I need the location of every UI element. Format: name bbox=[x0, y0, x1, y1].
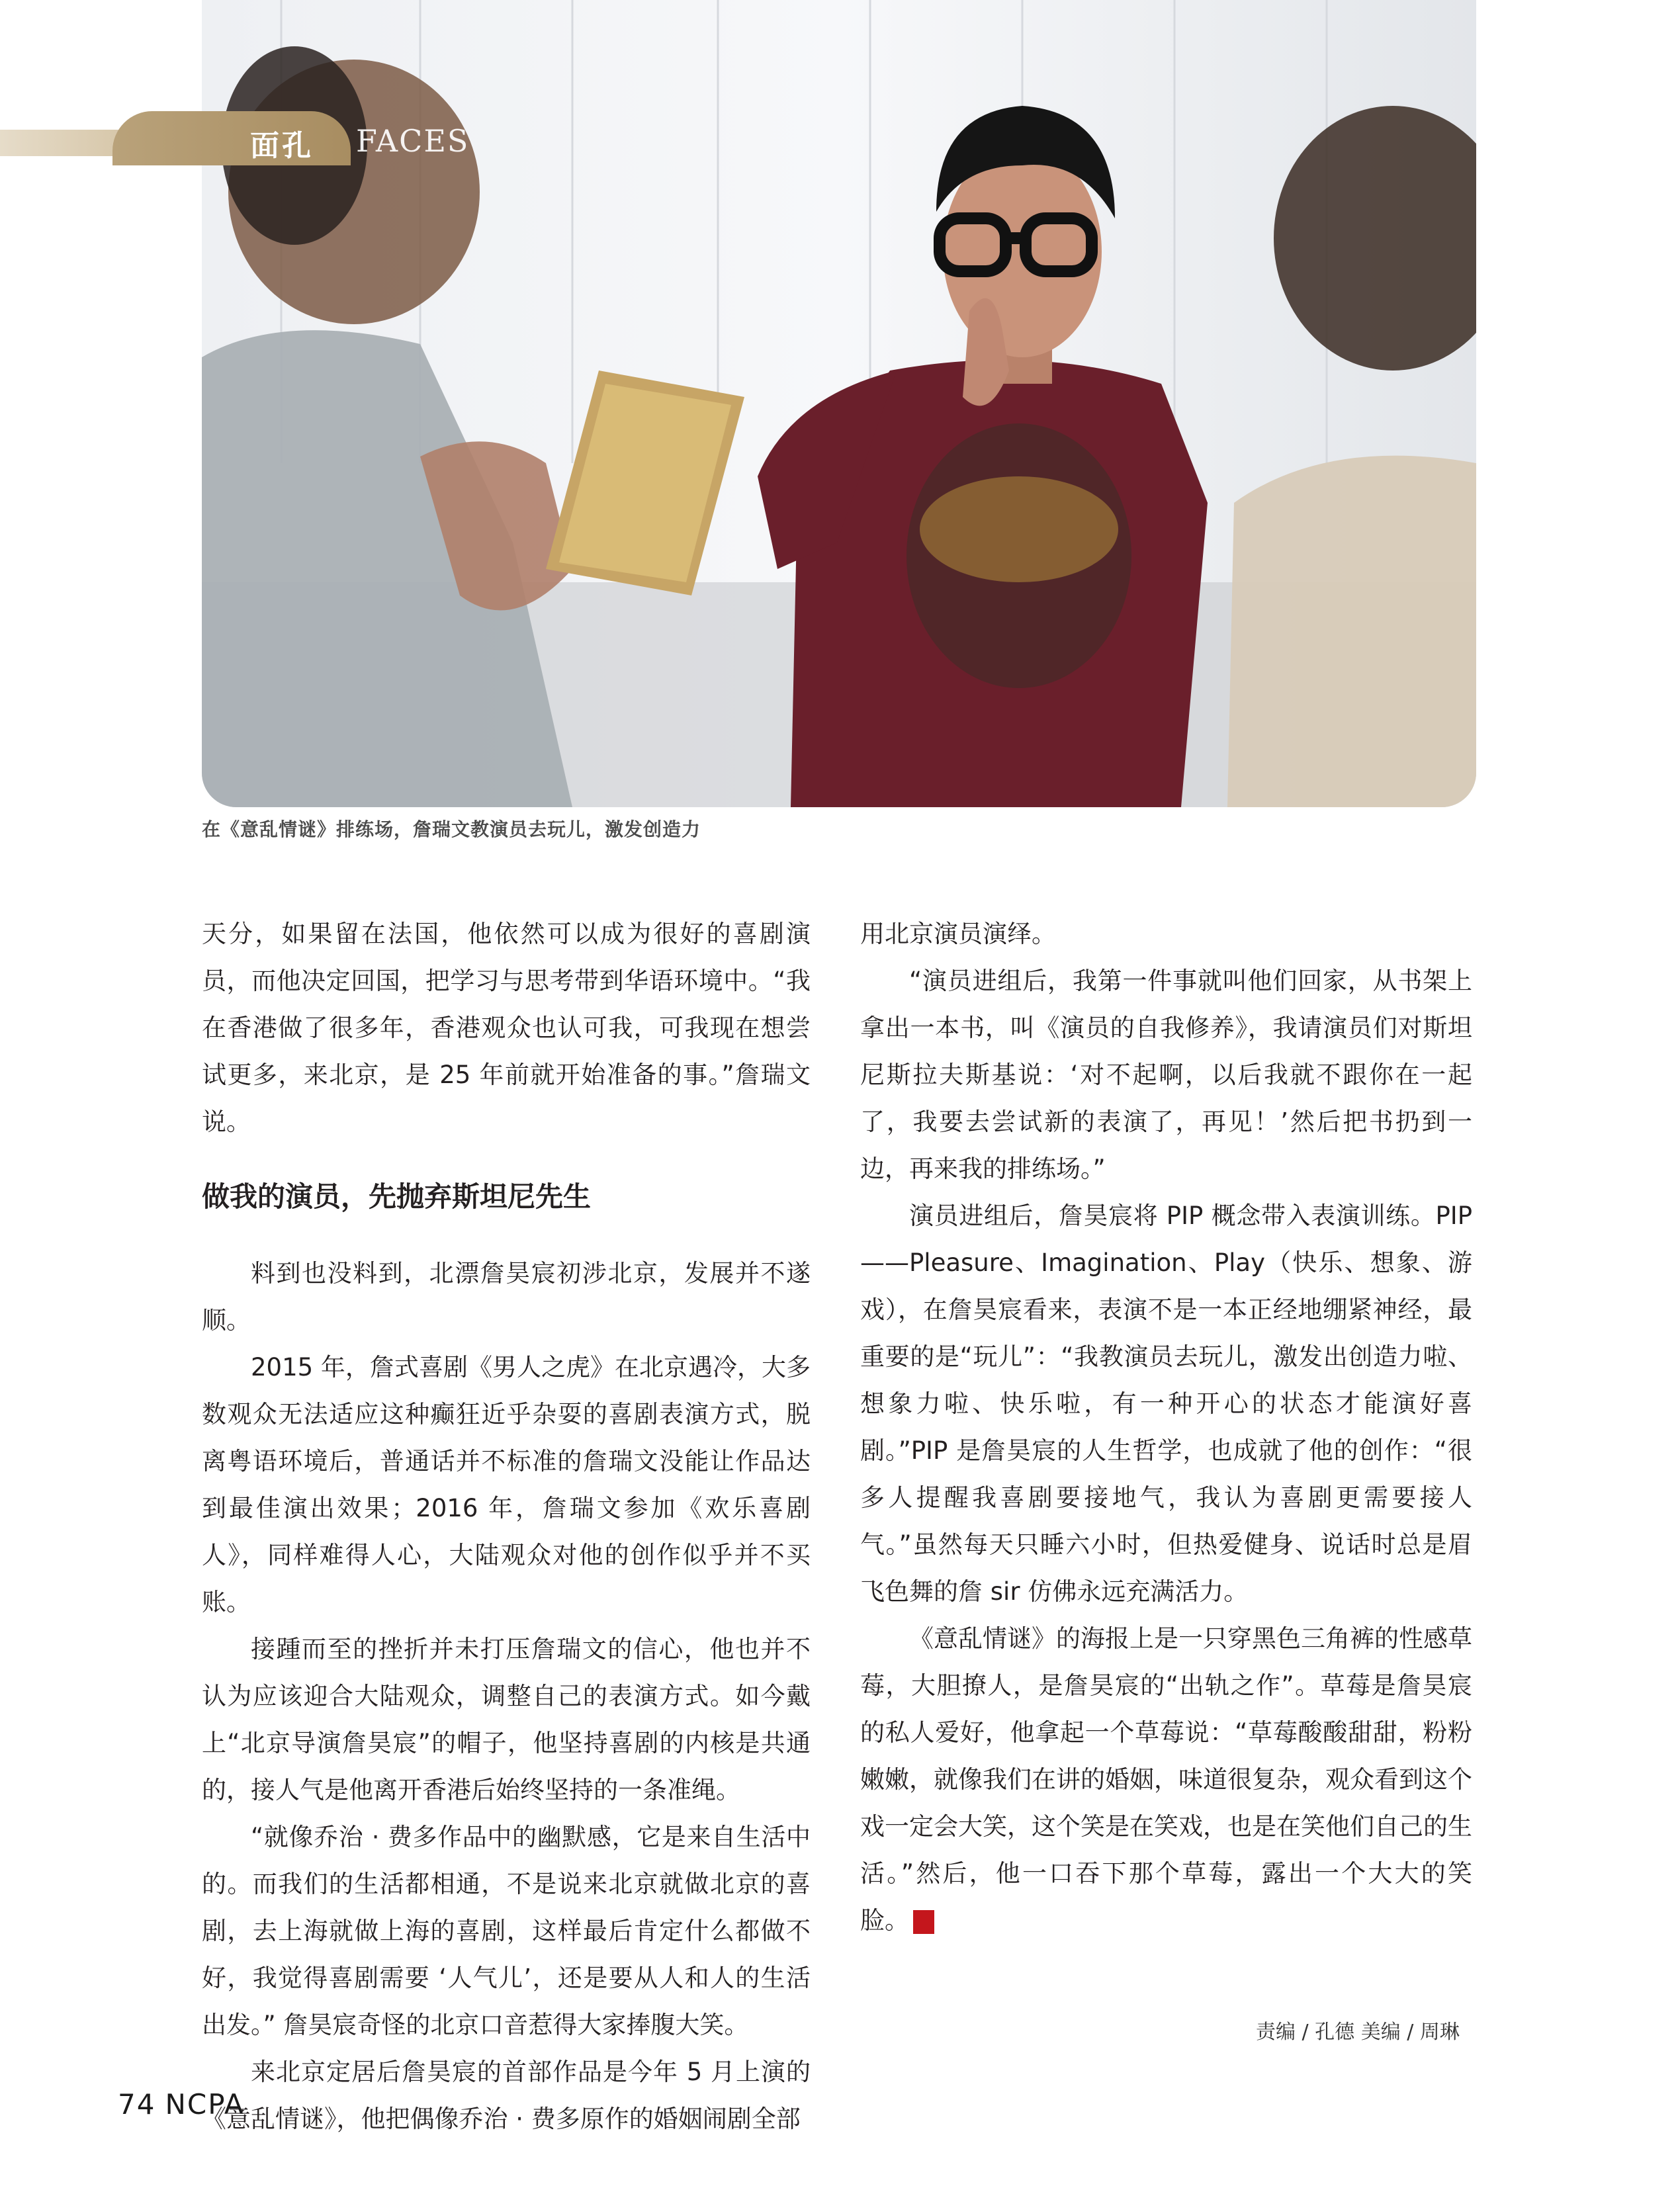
paragraph: 来北京定居后詹昊宸的首部作品是今年 5 月上演的《意乱情谜》，他把偶像乔治 · 费多原作的婚姻闹剧全部 bbox=[202, 2058, 811, 2133]
photo-caption: 在《意乱情谜》排练场，詹瑞文教演员去玩儿，激发创造力 bbox=[202, 818, 701, 840]
ncpa-end-mark: NCPA bbox=[913, 1910, 934, 1934]
article-column-left bbox=[202, 910, 811, 2142]
paragraph bbox=[860, 1615, 1472, 1944]
section-tab-cap bbox=[112, 111, 351, 165]
paragraph: “演员进组后，我第一件事就叫他们回家，从书架上拿出一本书，叫《演员的自我修养》，我请演员们对斯坦尼斯拉夫斯基说：‘对不起啊，以后我就不跟你在一起了，我要去尝试新的表演了，再见！’然后把书扔到一边，再来我的排练场。” bbox=[860, 967, 1472, 1183]
paragraph-text: 《意乱情谜》的海报上是一只穿黑色三角裤的性感草莓，大胆撩人，是詹昊宸的“出轨之作”。草莓是詹昊宸的私人爱好，他拿起一个草莓说：“草莓酸酸甜甜，粉粉嫩嫩，就像我们在讲的婚姻，味道很复杂，观众看到这个戏一定会大笑，这个笑是在笑戏，也是在笑他们自己的生活。”然后，他一口吞下那个草莓，露出一个大大的笑脸。 bbox=[860, 1624, 1472, 1935]
paragraph: 用北京演员演绎。 bbox=[860, 920, 1056, 948]
page-folio bbox=[118, 2088, 254, 2121]
section-label-cn: 面孔 bbox=[250, 129, 314, 163]
paragraph: 接踵而至的挫折并未打压詹瑞文的信心，他也并不认为应该迎合大陆观众，调整自己的表演方式。如今戴上“北京导演詹昊宸”的帽子，他坚持喜剧的内核是共通的，接人气是他离开香港后始终坚持的一条准绳。 bbox=[202, 1635, 811, 1804]
paragraph: 天分，如果留在法国，他依然可以成为很好的喜剧演员，而他决定回国，把学习与思考带到华语环境中。“我在香港做了很多年，香港观众也认可我，可我现在想尝试更多，来北京，是 25 年前就开始准备的事。”詹瑞文说。 bbox=[202, 920, 811, 1136]
paragraph: 演员进组后，詹昊宸将 PIP 概念带入表演训练。PIP——Pleasure、Imagination、Play（快乐、想象、游戏），在詹昊宸看来，表演不是一本正经地绷紧神经，最重要的是“玩儿”：“我教演员去玩儿，激发出创造力啦、想象力啦、快乐啦，有一种开心的状态才能演好喜剧。”PIP 是詹昊宸的人生哲学，也成就了他的创作：“很多人提醒我喜剧要接地气，我认为喜剧更需要接人气。”虽然每天只睡六小时，但热爱健身、说话时总是眉飞色舞的詹 sir 仿佛永远充满活力。 bbox=[860, 1202, 1472, 1606]
magazine-name: NCPA bbox=[165, 2088, 245, 2121]
paragraph: 2015 年，詹式喜剧《男人之虎》在北京遇冷，大多数观众无法适应这种癫狂近乎杂耍的喜剧表演方式，脱离粤语环境后，普通话并不标准的詹瑞文没能让作品达到最佳演出效果；2016 年，詹瑞文参加《欢乐喜剧人》，同样难得人心，大陆观众对他的创作似乎并不买账。 bbox=[202, 1353, 811, 1616]
paragraph: “就像乔治 · 费多作品中的幽默感，它是来自生活中的。而我们的生活都相通，不是说来北京就做北京的喜剧，去上海就做上海的喜剧，这样最后肯定什么都做不好，我觉得喜剧需要 ‘人气儿’，还是要从人和人的生活出发。” 詹昊宸奇怪的北京口音惹得大家捧腹大笑。 bbox=[202, 1823, 811, 2039]
paragraph: 料到也没料到，北漂詹昊宸初涉北京，发展并不遂顺。 bbox=[202, 1259, 811, 1335]
page-number: 74 bbox=[118, 2088, 156, 2121]
section-label-en: FACES bbox=[356, 123, 470, 159]
section-subheading: 做我的演员，先抛弃斯坦尼先生 bbox=[202, 1180, 592, 1213]
editor-credits: 责编 / 孔德 美编 / 周琳 bbox=[1256, 2021, 1460, 2044]
rehearsal-photo bbox=[202, 0, 1476, 807]
article-column-right bbox=[860, 910, 1472, 1944]
